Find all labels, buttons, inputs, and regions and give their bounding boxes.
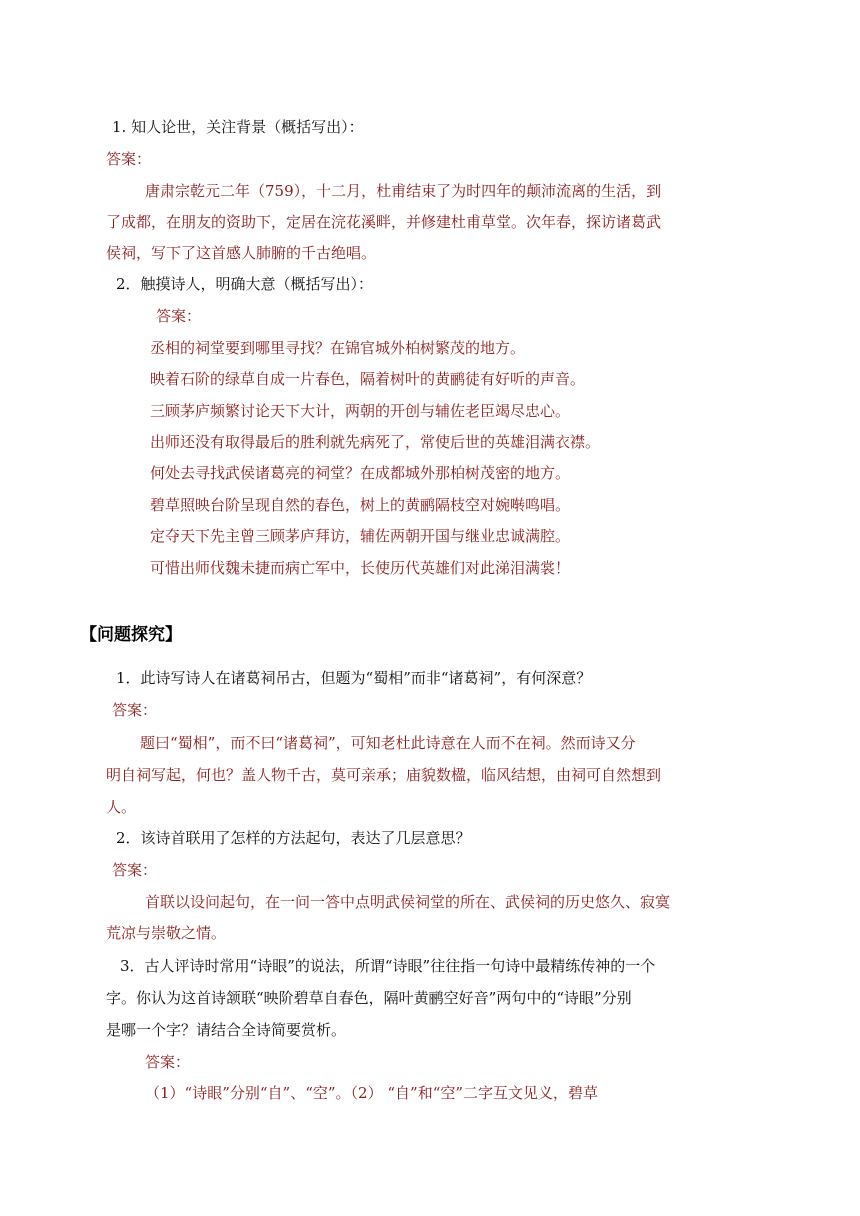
section-heading: 【问题探究】 <box>80 625 182 645</box>
answer-text-line: 侯祠，写下了这首感人肺腑的千古绝唱。 <box>106 244 377 262</box>
translation-line: 出师还没有取得最后的胜利就先病死了，常使后世的英雄泪满衣襟。 <box>150 433 601 451</box>
answer-text-line: 荒凉与崇敬之情。 <box>106 924 227 942</box>
translation-line: 定夺天下先主曾三顾茅庐拜访，辅佐两朝开国与继业忠诚满腔。 <box>150 527 571 545</box>
question-3-line: 字。你认为这首诗颔联“映阶碧草自春色，隔叶黄鹂空好音”两句中的“诗眼”分别 <box>106 989 632 1007</box>
question-2-meaning: 2．触摸诗人，明确大意（概括写出）： <box>116 275 374 293</box>
answer-label: 答案： <box>112 701 158 719</box>
answer-text-line: 人。 <box>106 798 137 816</box>
answer-label: 答案： <box>156 307 202 325</box>
translation-line: 何处去寻找武侯诸葛亮的祠堂？在成都城外那柏树茂密的地方。 <box>150 464 571 482</box>
answer-label: 答案： <box>145 1053 191 1071</box>
answer-text-line: 题曰“蜀相”，而不曰“诸葛祠”，可知老杜此诗意在人而不在祠。然而诗又分 <box>140 734 636 752</box>
question-2-opening: 2．该诗首联用了怎样的方法起句，表达了几层意思？ <box>116 829 471 847</box>
question-3-line: 是哪一个字？请结合全诗简要赏析。 <box>106 1021 347 1039</box>
translation-line: 三顾茅庐频繁讨论天下大计，两朝的开创与辅佐老臣竭尽忠心。 <box>150 402 571 420</box>
translation-line: 映着石阶的绿草自成一片春色，隔着树叶的黄鹂徒有好听的声音。 <box>150 370 586 388</box>
answer-text-line: （1）“诗眼”分别“自”、“空”。（2） “自”和“空”二字互文见义，碧草 <box>145 1084 599 1102</box>
answer-text-line: 明自祠写起，何也？盖人物千古，莫可亲承；庙貌数楹，临风结想，由祠可自然想到 <box>106 766 662 784</box>
translation-line: 碧草照映台阶呈现自然的春色，树上的黄鹂隔枝空对婉啭鸣唱。 <box>150 496 571 514</box>
question-3-line: 3．古人评诗时常用“诗眼”的说法，所谓“诗眼”往往指一句诗中最精练传神的一个 <box>120 957 656 975</box>
answer-text-line: 了成都，在朋友的资助下，定居在浣花溪畔，并修建杜甫草堂。次年春，探访诸葛武 <box>106 213 662 231</box>
answer-text-line: 唐肃宗乾元二年（759），十二月，杜甫结束了为时四年的颠沛流离的生活，到 <box>145 182 662 200</box>
answer-label: 答案： <box>112 861 158 879</box>
translation-line: 可惜出师伐魏未捷而病亡军中，长使历代英雄们对此涕泪满裳！ <box>150 559 571 577</box>
answer-text-line: 首联以设问起句，在一问一答中点明武侯祠堂的所在、武侯祠的历史悠久、寂寞 <box>145 893 671 911</box>
question-1-title: 1．此诗写诗人在诸葛祠吊古，但题为“蜀相”而非“诸葛祠”，有何深意？ <box>116 669 592 687</box>
answer-label: 答案： <box>106 150 152 168</box>
translation-line: 丞相的祠堂要到哪里寻找？在锦官城外柏树繁茂的地方。 <box>150 339 526 357</box>
question-1-background: 1. 知人论世，关注背景（概括写出）： <box>112 118 364 136</box>
